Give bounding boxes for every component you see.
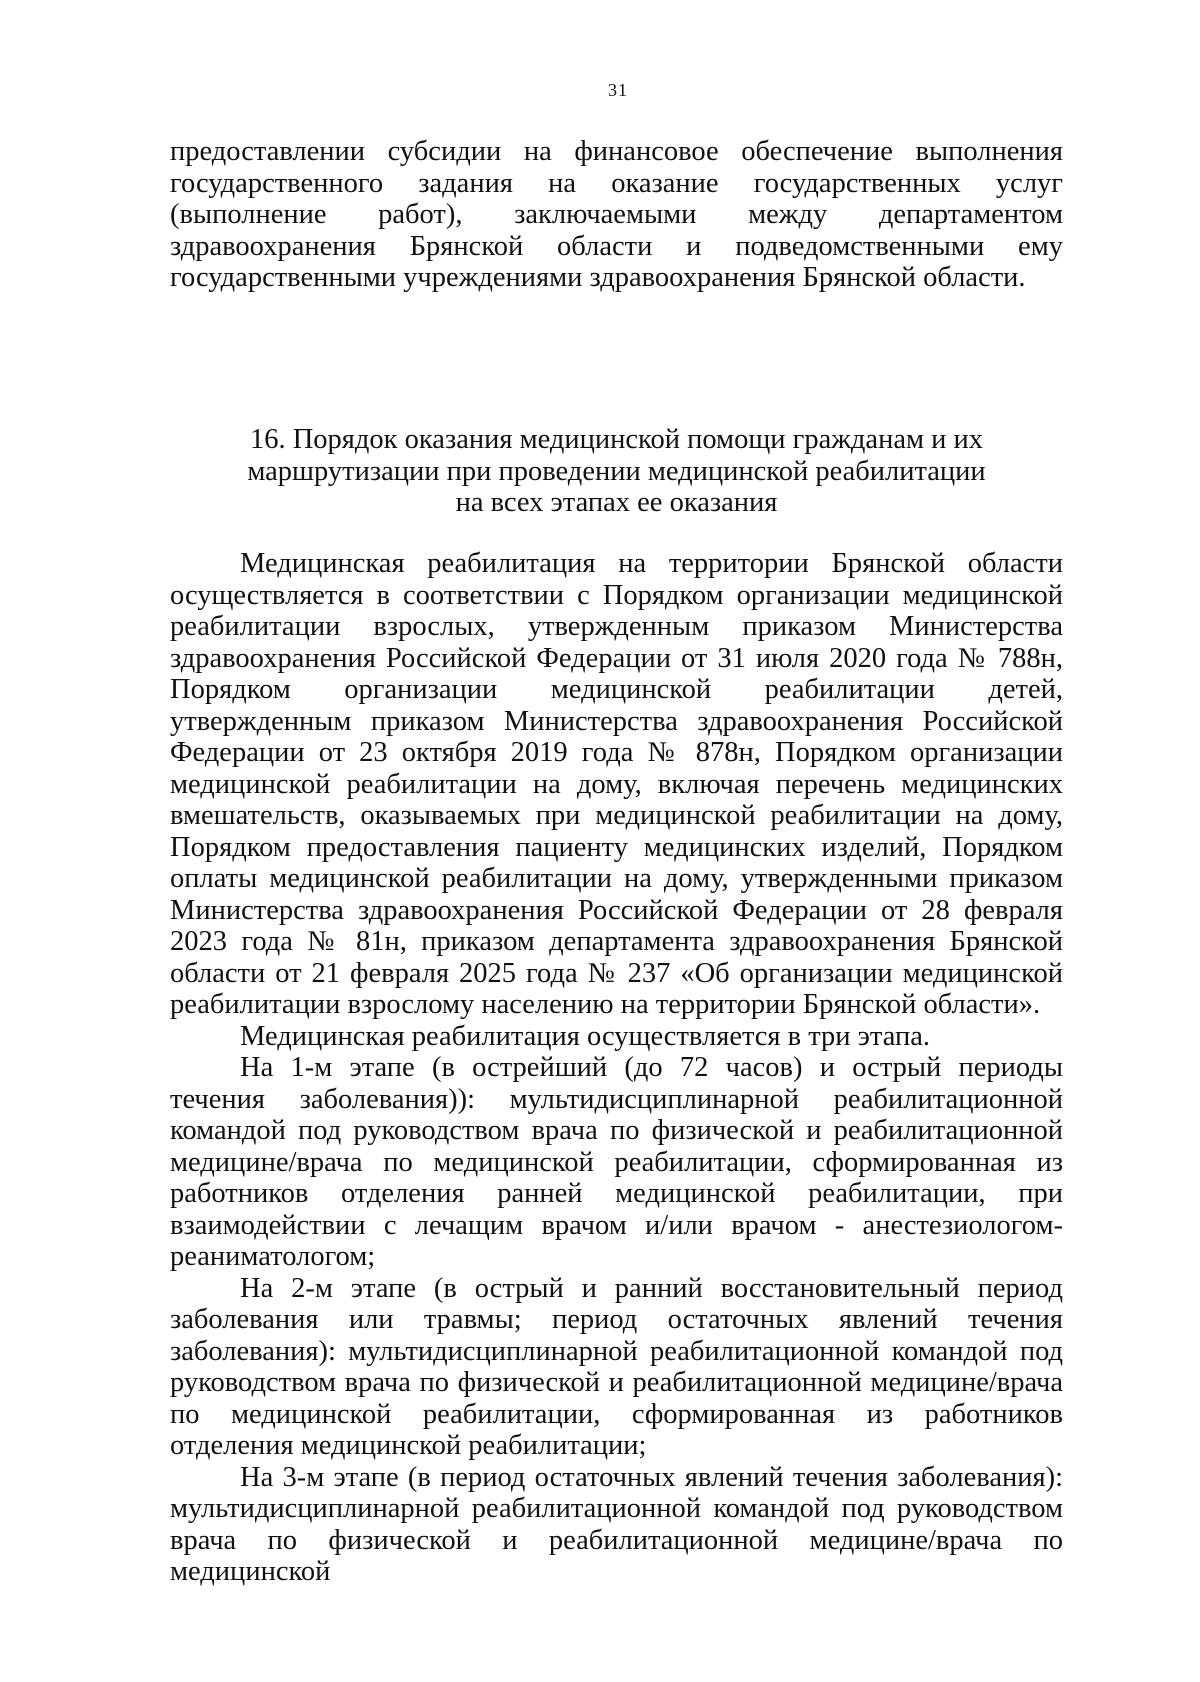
paragraph-intro: Медицинская реабилитация на территории Брянской области осуществляется в соответствии с Порядком организации медицинской реабилитации взрослых, утвержденным приказом Министерства здравоохранения Российской Федерации от 31 июля 2020 года № 788н, Порядком организации медицинской реабилитации детей, утвержденным приказом Министерства здравоохранения Российской Федерации от 23 октября 2019 года № 878н, Порядком организации медицинской реабилитации на дому, включая перечень медицинских вмешательств, оказываемых при медицинской реабилитации на дому, Порядком предоставления пациенту медицинских изделий, Порядком оплаты медицинской реабилитации на дому, утвержденными приказом Министерства здравоохранения Российской Федерации от 28 февраля 2023 года № 81н, приказом департамента здравоохранения Брянской области от 21 февраля 2025 года № 237 «Об организации медицинской реабилитации взрослому населению на территории Брянской области». — [170, 548, 1063, 1020]
section-heading-line-3: на всех этапах ее оказания — [455, 487, 778, 518]
paragraph-stage-3: На 3-м этапе (в период остаточных явлений течения заболевания): мультидисциплинарной реабилитационной командой под руководством врача по физической и реабилитационной медицине/врача по медицинской — [170, 1461, 1063, 1587]
page-number: 31 — [608, 80, 628, 100]
section-heading-line-1: 16. Порядок оказания медицинской помощи гражданам и их — [249, 424, 984, 455]
paragraph-stage-2: На 2-м этапе (в острый и ранний восстановительный период заболевания или травмы; период остаточных явлений течения заболевания): мультидисциплинарной реабилитационной командой под руководством врача по физической и реабилитационной медицине/врача по медицинской реабилитации, сформированная из работников отделения медицинской реабилитации; — [170, 1272, 1063, 1461]
section-body — [170, 548, 1063, 1588]
continuation-paragraph: предоставлении субсидии на финансовое обеспечение выполнения государственного задания на оказание государственных услуг (выполнение работ), заключаемыми между департаментом здравоохранения Брянской области и подведомственными ему государственными учреждениями здравоохранения Брянской области. — [170, 136, 1063, 293]
paragraph-stage-1: На 1-м этапе (в острейший (до 72 часов) и острый периоды течения заболевания)): мультидисциплинарной реабилитационной командой под руководством врача по физической и реабилитационной медицине/врача по медицинской реабилитации, сформированная из работников отделения ранней медицинской реабилитации, при взаимодействии с лечащим врачом и/или врачом - анестезиологом-реаниматологом; — [170, 1052, 1063, 1272]
continuation-paragraph-block — [170, 136, 1063, 294]
section-heading — [170, 424, 1063, 519]
section-heading-line-2: маршрутизации при проведении медицинской реабилитации — [247, 455, 986, 487]
paragraph-three-stages: Медицинская реабилитация осуществляется в три этапа. — [240, 1020, 930, 1052]
